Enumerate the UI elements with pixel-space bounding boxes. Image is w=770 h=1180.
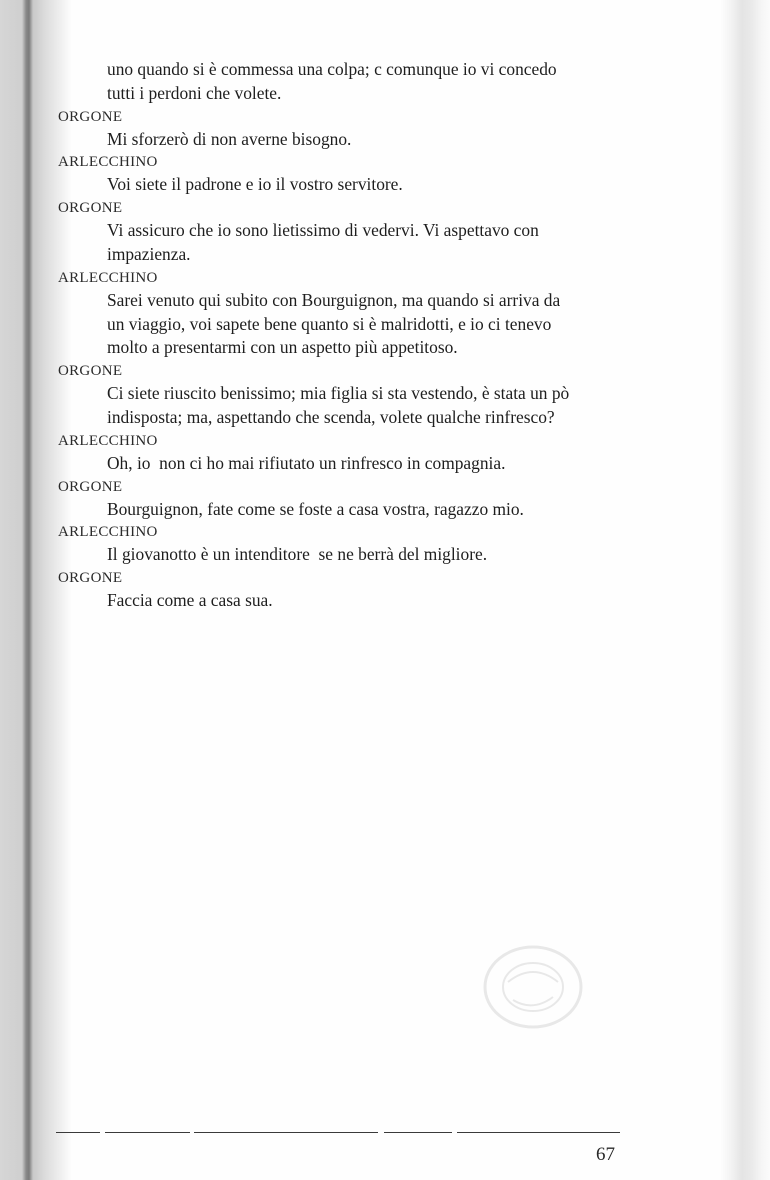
speaker-name: ARLECCHINO [58,432,158,449]
library-stamp-icon [478,942,588,1032]
rule-gap [100,1131,105,1134]
speech-line: tutti i perdoni che volete. [107,82,282,103]
speaker-name: ORGONE [58,108,123,125]
speaker-name: ARLECCHINO [58,269,158,286]
footer-rule [56,1132,620,1133]
speaker-name: ORGONE [58,478,123,495]
speech-line: Faccia come a casa sua. [107,590,273,611]
speech-line: indisposta; ma, aspettando che scenda, volete qualche rinfresco? [107,406,555,427]
speech-line: Oh, io non ci ho mai rifiutato un rinfresco in compagnia. [107,452,506,473]
speech-line: Ci siete riuscito benissimo; mia figlia si sta vestendo, è stata un pò [107,383,570,404]
speaker-name: ARLECCHINO [58,154,158,171]
speaker-name: ORGONE [58,200,123,217]
speech-line: molto a presentarmi con un aspetto più appetitoso. [107,337,458,358]
rule-gap [190,1131,194,1134]
speech-block [107,219,658,267]
speech-line: Bourguignon, fate come se foste a casa vostra, ragazzo mio. [107,498,524,519]
rule-gap [378,1131,384,1134]
speech-line: un viaggio, voi sapete bene quanto si è malridotti, e io ci tenevo [107,313,552,334]
speech-block [107,58,658,106]
speech-line: Sarei venuto qui subito con Bourguignon, ma quando si arriva da [107,289,561,310]
speech-line: Voi siete il padrone e io il vostro servitore. [107,174,403,195]
play-text [58,58,658,613]
speaker-name: ORGONE [58,570,123,587]
speech-block [107,498,658,522]
speech-line: Mi sforzerò di non averne bisogno. [107,128,352,149]
speaker-name: ORGONE [58,363,123,380]
speech-block [107,452,658,476]
speech-line: impazienza. [107,243,191,264]
speech-block [107,173,658,197]
page-number: 67 [596,1144,615,1165]
rule-gap [452,1131,457,1134]
speech-line: Il giovanotto è un intenditore se ne berrà del migliore. [107,544,488,565]
speech-line: Vi assicuro che io sono lietissimo di vedervi. Vi aspettavo con [107,220,539,241]
page-edge-shadow [720,0,770,1180]
speech-block [107,543,658,567]
speech-block [107,289,658,360]
speech-block [107,589,658,613]
speech-block [107,382,658,430]
speech-block [107,128,658,152]
speaker-name: ARLECCHINO [58,524,158,541]
speech-line: uno quando si è commessa una colpa; c comunque io vi concedo [107,59,557,79]
